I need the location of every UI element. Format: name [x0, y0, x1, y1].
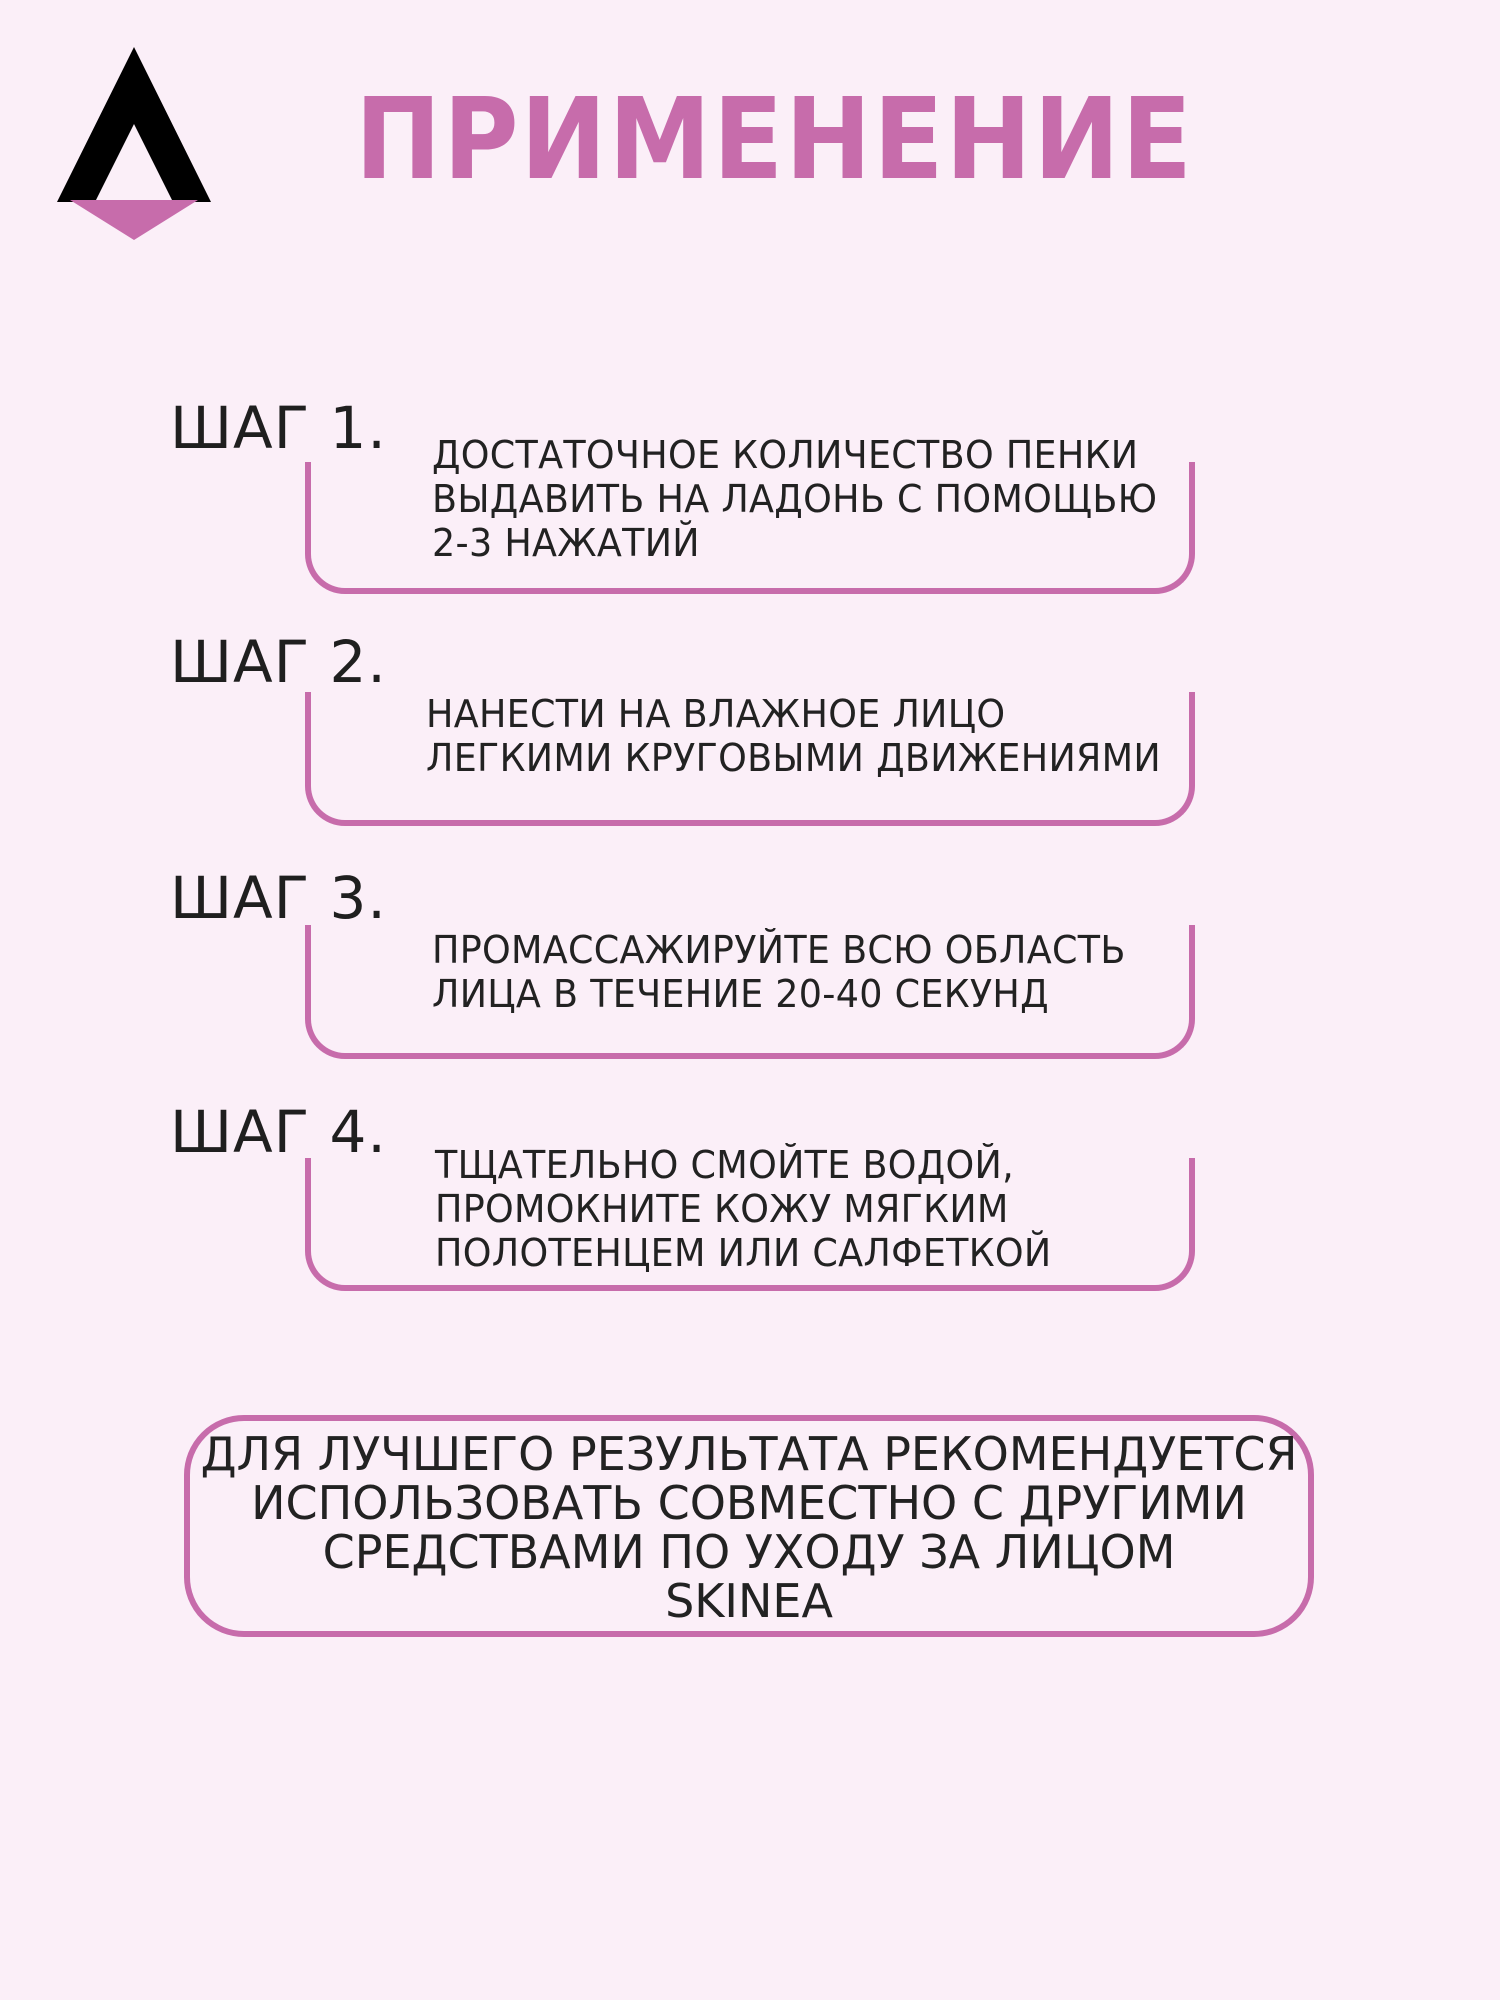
step-4-line-1: ТЩАТЕЛЬНО СМОЙТЕ ВОДОЙ,	[435, 1143, 1015, 1187]
recommendation-line-2: ИСПОЛЬЗОВАТЬ СОВМЕСТНО С ДРУГИМИ	[251, 1476, 1247, 1530]
step-2-line-1: НАНЕСТИ НА ВЛАЖНОЕ ЛИЦО	[426, 692, 1006, 736]
step-2-line-2: ЛЕГКИМИ КРУГОВЫМИ ДВИЖЕНИЯМИ	[426, 736, 1161, 780]
logo-accent-triangle	[70, 200, 198, 240]
step-1-line-3: 2-3 НАЖАТИЙ	[432, 521, 700, 565]
recommendation-line-1: ДЛЯ ЛУЧШЕГО РЕЗУЛЬТАТА РЕКОМЕНДУЕТСЯ	[200, 1427, 1298, 1481]
step-4-line-2: ПРОМОКНИТЕ КОЖУ МЯГКИМ	[435, 1187, 1009, 1231]
step-1-line-1: ДОСТАТОЧНОЕ КОЛИЧЕСТВО ПЕНКИ	[432, 433, 1139, 477]
recommendation-line-4: SKINEA	[665, 1574, 833, 1628]
logo-dark-triangle	[57, 47, 211, 202]
step-3-line-1: ПРОМАССАЖИРУЙТЕ ВСЮ ОБЛАСТЬ	[432, 928, 1126, 972]
step-1-line-2: ВЫДАВИТЬ НА ЛАДОНЬ С ПОМОЩЬЮ	[432, 477, 1158, 521]
step-4-line-3: ПОЛОТЕНЦЕМ ИЛИ САЛФЕТКОЙ	[435, 1231, 1052, 1275]
page-title: ПРИМЕНЕНИЕ	[355, 75, 1194, 205]
step-3-line-2: ЛИЦА В ТЕЧЕНИЕ 20-40 СЕКУНД	[432, 972, 1049, 1016]
step-1-text	[432, 433, 1157, 565]
recommendation-line-3: СРЕДСТВАМИ ПО УХОДУ ЗА ЛИЦОМ	[322, 1525, 1176, 1579]
step-1-label: ШАГ 1.	[170, 394, 387, 462]
step-2-label: ШАГ 2.	[170, 628, 387, 696]
triangle-logo-icon	[56, 42, 212, 242]
step-2-text	[426, 692, 1161, 780]
step-3-text	[432, 928, 1126, 1016]
step-3-label: ШАГ 3.	[170, 864, 387, 932]
step-4-text	[435, 1143, 1052, 1275]
step-4-label: ШАГ 4.	[170, 1098, 387, 1166]
recommendation-text	[184, 1427, 1314, 1628]
